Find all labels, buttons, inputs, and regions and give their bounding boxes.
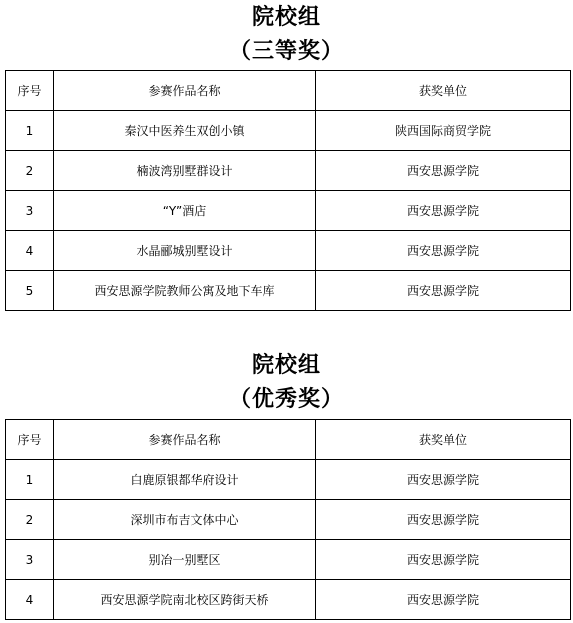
cell-work-name: “Y”酒店	[54, 191, 316, 231]
third-prize-table	[5, 70, 571, 311]
table-row	[6, 111, 571, 151]
cell-work-name: 水晶郦城别墅设计	[54, 231, 316, 271]
table-row	[6, 460, 571, 500]
cell-unit: 陕西国际商贸学院	[316, 111, 571, 151]
header-work-name: 参赛作品名称	[54, 71, 316, 111]
cell-index: 4	[6, 231, 54, 271]
table-row	[6, 151, 571, 191]
table-row	[6, 500, 571, 540]
table-header-row	[6, 71, 571, 111]
cell-index: 2	[6, 151, 54, 191]
section-title: 院校组	[251, 4, 321, 30]
table-header-row	[6, 420, 571, 460]
cell-index: 1	[6, 460, 54, 500]
section-title: 院校组	[251, 352, 321, 378]
table-row	[6, 540, 571, 580]
section-subtitle: （优秀奖）	[228, 386, 344, 412]
cell-index: 3	[6, 540, 54, 580]
cell-unit: 西安思源学院	[316, 460, 571, 500]
cell-work-name: 西安思源学院教师公寓及地下车库	[54, 271, 316, 311]
cell-unit: 西安思源学院	[316, 540, 571, 580]
header-index: 序号	[6, 420, 54, 460]
excellence-prize-table	[5, 419, 571, 620]
cell-unit: 西安思源学院	[316, 271, 571, 311]
cell-unit: 西安思源学院	[316, 151, 571, 191]
cell-index: 4	[6, 580, 54, 620]
table-row	[6, 191, 571, 231]
header-work-name: 参赛作品名称	[54, 420, 316, 460]
table-row	[6, 231, 571, 271]
cell-work-name: 白鹿原银都华府设计	[54, 460, 316, 500]
section-subtitle: （三等奖）	[228, 38, 344, 64]
section-excellence-prize	[0, 350, 573, 414]
section-third-prize	[0, 0, 573, 66]
cell-index: 5	[6, 271, 54, 311]
header-unit: 获奖单位	[316, 420, 571, 460]
table-row	[6, 580, 571, 620]
cell-unit: 西安思源学院	[316, 500, 571, 540]
cell-index: 1	[6, 111, 54, 151]
cell-work-name: 别冶一别墅区	[54, 540, 316, 580]
cell-unit: 西安思源学院	[316, 191, 571, 231]
cell-work-name: 秦汉中医养生双创小镇	[54, 111, 316, 151]
cell-work-name: 深圳市布吉文体中心	[54, 500, 316, 540]
cell-index: 3	[6, 191, 54, 231]
cell-work-name: 楠波湾别墅群设计	[54, 151, 316, 191]
table-row	[6, 271, 571, 311]
cell-unit: 西安思源学院	[316, 231, 571, 271]
header-unit: 获奖单位	[316, 71, 571, 111]
header-index: 序号	[6, 71, 54, 111]
cell-work-name: 西安思源学院南北校区跨街天桥	[54, 580, 316, 620]
cell-unit: 西安思源学院	[316, 580, 571, 620]
cell-index: 2	[6, 500, 54, 540]
